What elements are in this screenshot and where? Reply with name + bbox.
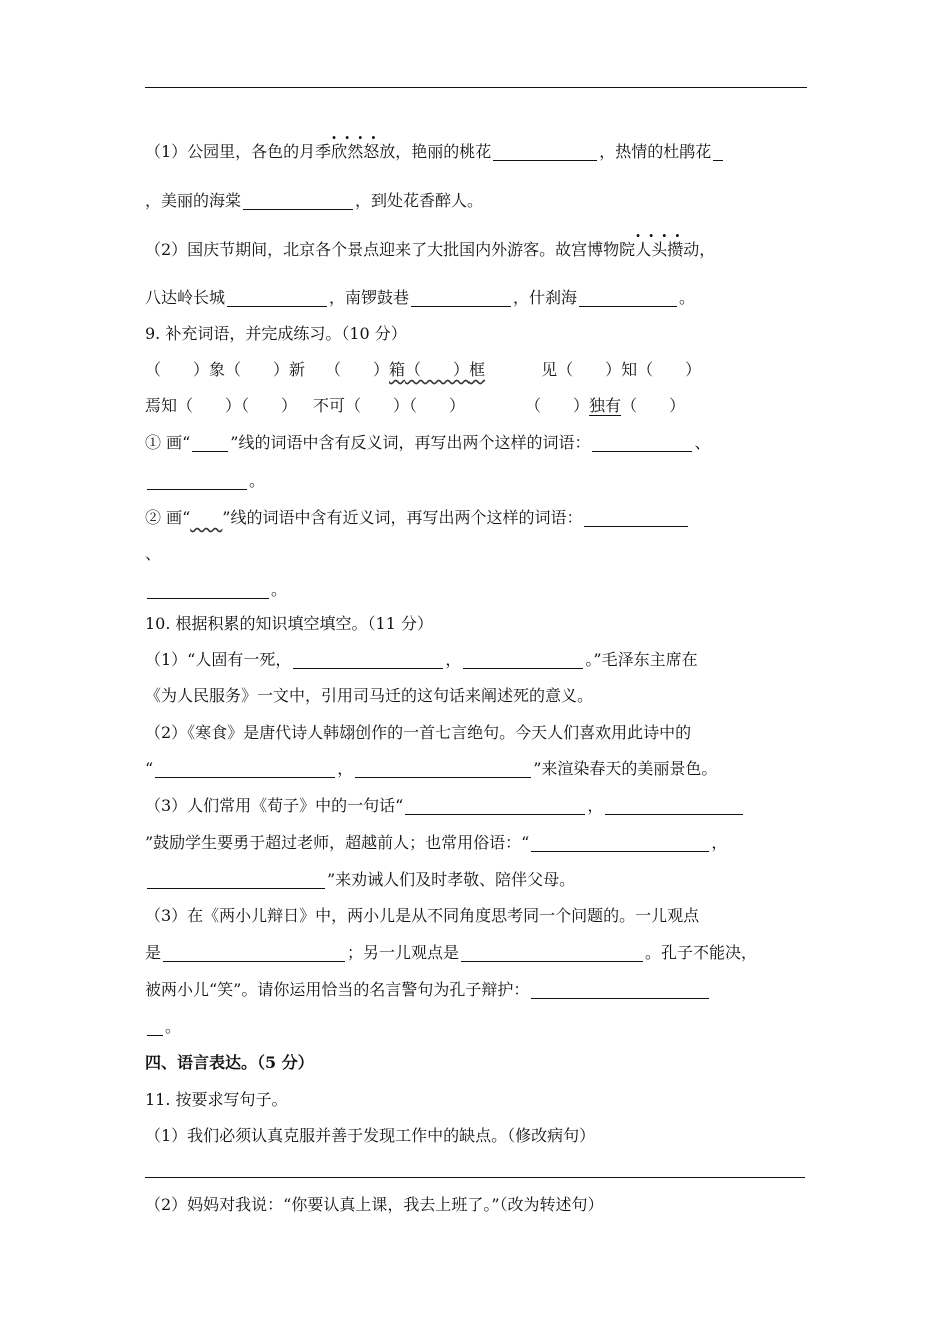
- answer-blank[interactable]: [411, 290, 511, 307]
- q10-c-line1: （3）人们常用《荀子》中的一句话“ ，: [145, 795, 810, 817]
- q8-item1-line2: ，美丽的海棠 ，到处花香醉人。: [145, 191, 484, 210]
- q11-title: 11. 按要求写句子。: [145, 1090, 288, 1109]
- answer-blank[interactable]: [243, 193, 353, 210]
- answer-blank[interactable]: [147, 1019, 163, 1036]
- straight-line-sample: [192, 435, 228, 452]
- top-divider: [145, 87, 807, 88]
- answer-blank[interactable]: [592, 435, 692, 452]
- q9-title: 9. 补充词语，并完成练习。（10 分）: [145, 324, 407, 343]
- answer-blank[interactable]: [227, 290, 327, 307]
- answer-blank[interactable]: [579, 290, 677, 307]
- q10-b-line2: “ ， ”来渲染春天的美丽景色。: [145, 759, 718, 778]
- q8-item2-line2: 八达岭长城 ，南锣鼓巷 ，什刹海 。: [145, 288, 696, 307]
- q11-item2: （2）妈妈对我说：“你要认真上课，我去上班了。”（改为转述句）: [145, 1195, 604, 1214]
- q10-a-line2: 《为人民服务》一文中，引用司马迁的这句话来阐述死的意义。: [145, 686, 594, 705]
- q10-d-line1: （3）在《两小儿辩日》中，两小儿是从不同角度思考同一个问题的。一儿观点: [145, 906, 700, 925]
- q10-c-line3: ”来劝诫人们及时孝敬、陪伴父母。: [145, 869, 810, 891]
- answer-blank[interactable]: [463, 652, 583, 669]
- q9-sub1-cont: 。: [145, 470, 810, 492]
- q9-sub2-cont: 。: [145, 579, 810, 601]
- q9-sub2-sep: 、: [145, 544, 162, 563]
- q10-title: 10. 根据积累的知识填空填空。（11 分）: [145, 614, 433, 633]
- q10-b-line1: （2）《寒食》是唐代诗人韩翃创作的一首七言绝句。今天人们喜欢用此诗中的: [145, 723, 692, 742]
- q8-item2-line1: （2）国庆节期间，北京各个景点迎来了大批国内外游客。故宫博物院· · · · 人头攒动，: [145, 239, 810, 261]
- answer-blank[interactable]: [584, 510, 688, 527]
- answer-blank[interactable]: [493, 144, 597, 161]
- q9-words-row1: （ ）象（ ）新 （ ）箱（ ）框 见（ ）知（ ）: [145, 360, 702, 379]
- answer-blank[interactable]: [155, 761, 335, 778]
- answer-blank[interactable]: [147, 582, 269, 599]
- answer-blank[interactable]: [713, 144, 723, 161]
- wavy-line-sample: [190, 508, 222, 527]
- q10-a-line1: （1）“人固有一死， ， 。”毛泽东主席在: [145, 650, 698, 669]
- answer-blank[interactable]: [605, 798, 743, 815]
- dotted-word: · · · · 人头攒动: [635, 239, 699, 261]
- q11-item1: （1）我们必须认真克服并善于发现工作中的缺点。（修改病句）: [145, 1126, 596, 1145]
- dotted-word: · · · · 欣然怒放: [331, 141, 395, 163]
- answer-blank[interactable]: [405, 798, 585, 815]
- answer-blank[interactable]: [461, 945, 643, 962]
- answer-blank[interactable]: [147, 473, 247, 490]
- q10-c-line2: ”鼓励学生要勇于超过老师，超越前人；也常用俗语：“ ，: [145, 833, 728, 852]
- q11-answer-line[interactable]: [145, 1177, 805, 1178]
- answer-blank[interactable]: [293, 652, 443, 669]
- answer-blank[interactable]: [531, 835, 709, 852]
- answer-blank[interactable]: [355, 761, 531, 778]
- section4-title: 四、语言表达。（5 分）: [145, 1053, 314, 1072]
- q8-item1-line1: （1）公园里，各色的月季· · · · 欣然怒放，艳丽的桃花 ，热情的杜鹃花: [145, 141, 810, 163]
- answer-blank[interactable]: [531, 982, 709, 999]
- answer-blank[interactable]: [163, 945, 345, 962]
- q10-d-line3: 被两小儿“笑”。请你运用恰当的名言警句为孔子辩护：: [145, 979, 810, 1001]
- q9-sub2: ② 画“ ”线的词语中含有近义词，再写出两个这样的词语：: [145, 507, 810, 529]
- q10-d-line2: 是 ；另一儿观点是 。孔子不能决，: [145, 943, 758, 962]
- q9-words-row2: 焉知（ ）（ ） 不可（ ）（ ） （ ）独有（ ）: [145, 396, 686, 415]
- q9-sub1: ① 画“ ”线的词语中含有反义词，再写出两个这样的词语： 、: [145, 433, 711, 452]
- q10-d-line4: 。: [145, 1016, 810, 1038]
- answer-blank[interactable]: [147, 872, 325, 889]
